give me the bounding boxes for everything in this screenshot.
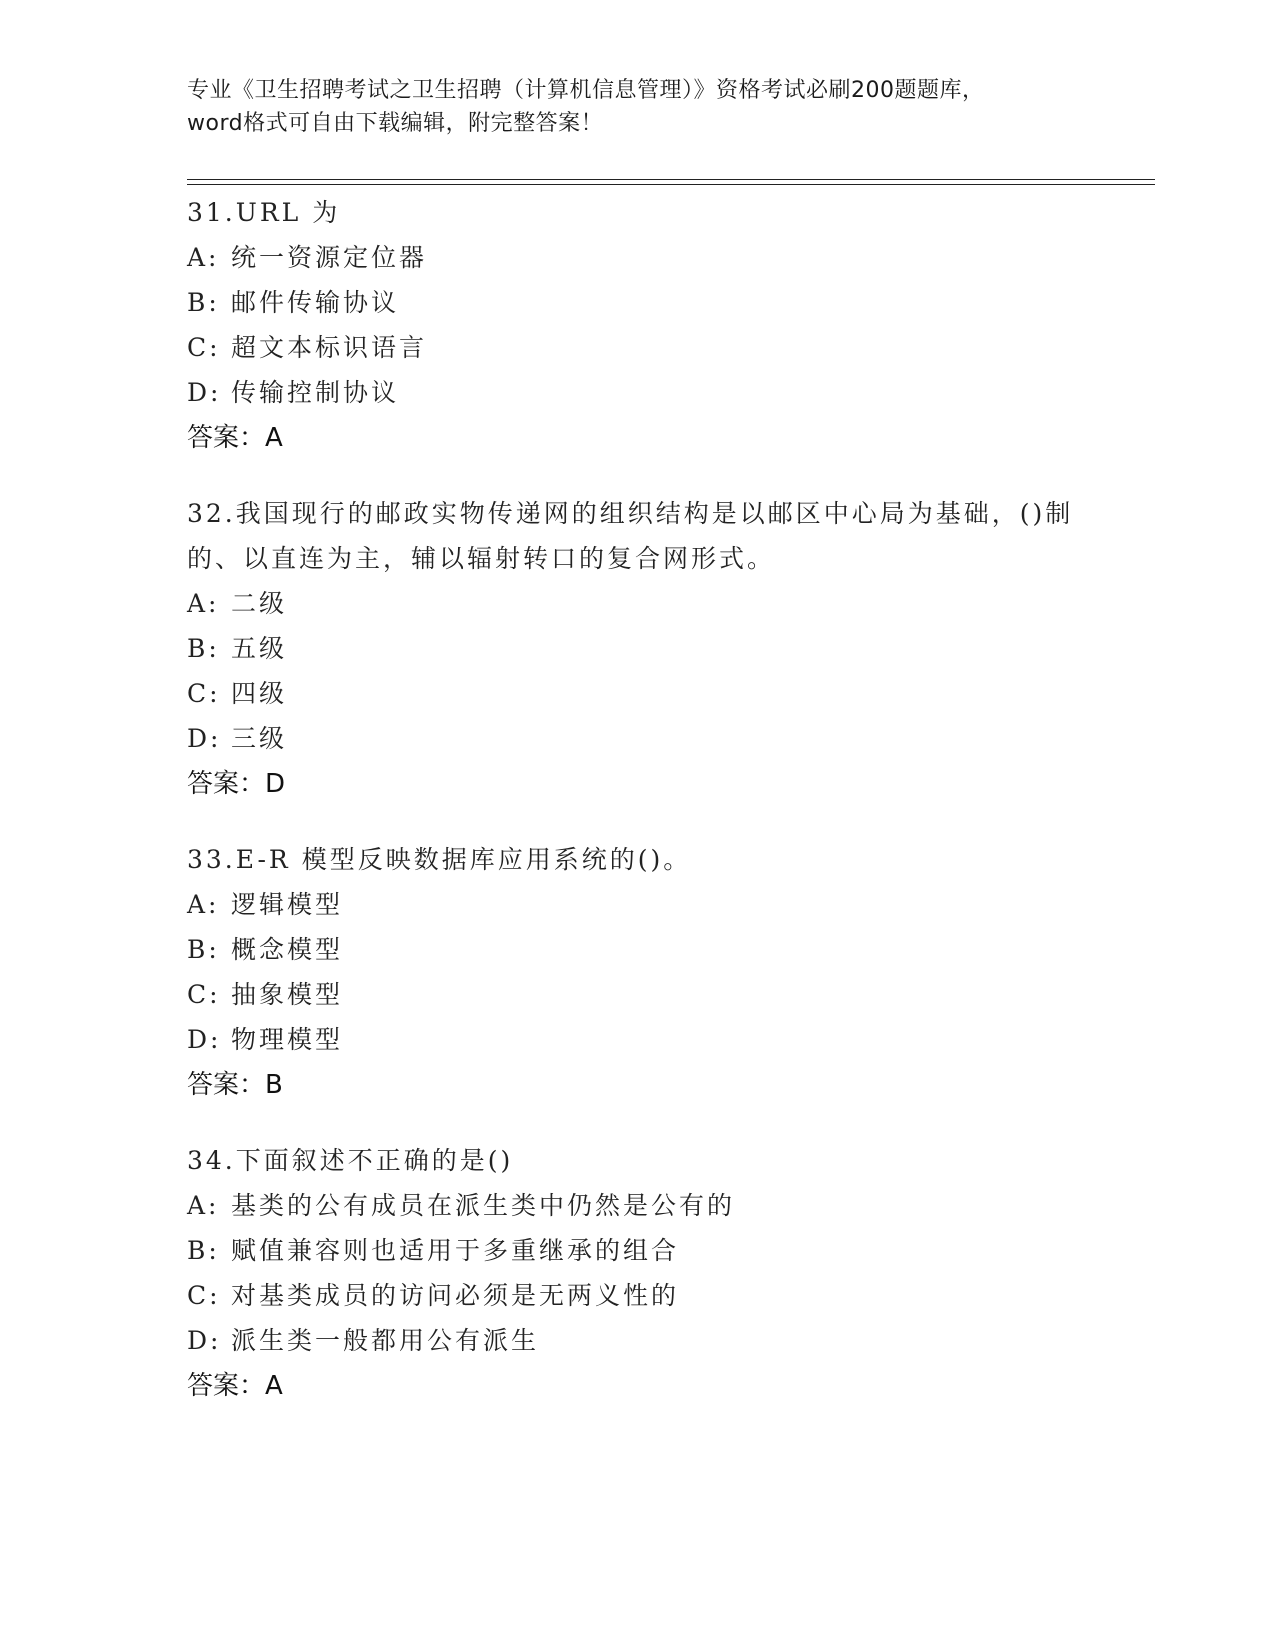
question-text bbox=[187, 190, 1107, 235]
option-b bbox=[187, 626, 1107, 671]
option-d bbox=[187, 1017, 1107, 1062]
option-text: 统一资源定位器 bbox=[231, 243, 428, 272]
question-33 bbox=[187, 837, 1107, 1108]
question-stem: 下面叙述不正确的是() bbox=[235, 1146, 514, 1175]
option-letter: B: bbox=[187, 935, 220, 964]
option-letter: A: bbox=[187, 243, 220, 272]
option-letter: B: bbox=[187, 634, 220, 663]
option-text: 抽象模型 bbox=[231, 980, 344, 1009]
header-divider-bottom bbox=[187, 184, 1155, 185]
option-letter: D: bbox=[187, 1025, 222, 1054]
question-text bbox=[187, 491, 1107, 581]
option-a bbox=[187, 1183, 1107, 1228]
option-letter: D: bbox=[187, 378, 222, 407]
answer-line: 答案：D bbox=[187, 769, 286, 799]
question-stem: URL 为 bbox=[235, 198, 341, 227]
option-letter: B: bbox=[187, 1236, 220, 1265]
option-letter: B: bbox=[187, 288, 220, 317]
option-letter: C: bbox=[187, 980, 221, 1009]
option-a bbox=[187, 882, 1107, 927]
option-d bbox=[187, 716, 1107, 761]
question-32 bbox=[187, 491, 1107, 807]
question-number: 32. bbox=[187, 499, 236, 528]
option-letter: A: bbox=[187, 890, 220, 919]
option-c bbox=[187, 671, 1107, 716]
option-text: 超文本标识语言 bbox=[231, 333, 428, 362]
option-text: 传输控制协议 bbox=[231, 378, 400, 407]
option-text: 赋值兼容则也适用于多重继承的组合 bbox=[231, 1236, 680, 1265]
option-letter: D: bbox=[187, 724, 222, 753]
question-stem: 我国现行的邮政实物传递网的组织结构是以邮区中心局为基础，()制的、以直连为主，辅以辐射转口的复合网形式。 bbox=[187, 499, 1074, 573]
header-line-2: word格式可自由下载编辑，附完整答案！ bbox=[187, 111, 604, 136]
option-text: 二级 bbox=[231, 589, 288, 618]
option-c bbox=[187, 972, 1107, 1017]
option-b bbox=[187, 1228, 1107, 1273]
option-text: 概念模型 bbox=[231, 935, 344, 964]
question-31 bbox=[187, 190, 1107, 461]
option-b bbox=[187, 927, 1107, 972]
answer-line: 答案：A bbox=[187, 423, 283, 453]
option-b bbox=[187, 280, 1107, 325]
option-text: 邮件传输协议 bbox=[231, 288, 400, 317]
option-letter: A: bbox=[187, 1191, 220, 1220]
header-line-1: 专业《卫生招聘考试之卫生招聘（计算机信息管理）》资格考试必刷200题题库， bbox=[187, 78, 985, 103]
option-d bbox=[187, 370, 1107, 415]
question-34 bbox=[187, 1138, 1107, 1409]
option-text: 对基类成员的访问必须是无两义性的 bbox=[231, 1281, 680, 1310]
option-letter: C: bbox=[187, 333, 221, 362]
option-a bbox=[187, 581, 1107, 626]
option-letter: C: bbox=[187, 1281, 221, 1310]
option-c bbox=[187, 1273, 1107, 1318]
option-text: 基类的公有成员在派生类中仍然是公有的 bbox=[231, 1191, 736, 1220]
option-text: 三级 bbox=[231, 724, 288, 753]
option-text: 派生类一般都用公有派生 bbox=[231, 1326, 540, 1355]
option-c bbox=[187, 325, 1107, 370]
option-letter: D: bbox=[187, 1326, 222, 1355]
question-text bbox=[187, 837, 1107, 882]
option-letter: A: bbox=[187, 589, 220, 618]
answer-line: 答案：B bbox=[187, 1070, 283, 1100]
option-text: 逻辑模型 bbox=[231, 890, 344, 919]
option-d bbox=[187, 1318, 1107, 1363]
header-divider-top bbox=[187, 179, 1155, 180]
answer-line: 答案：A bbox=[187, 1371, 283, 1401]
question-text bbox=[187, 1138, 1107, 1183]
question-list bbox=[187, 190, 1107, 1439]
option-text: 物理模型 bbox=[231, 1025, 344, 1054]
question-number: 31. bbox=[187, 198, 236, 227]
question-stem: E-R 模型反映数据库应用系统的()。 bbox=[235, 845, 692, 874]
question-number: 34. bbox=[187, 1146, 236, 1175]
option-text: 四级 bbox=[231, 679, 288, 708]
option-text: 五级 bbox=[231, 634, 288, 663]
option-a bbox=[187, 235, 1107, 280]
question-number: 33. bbox=[187, 845, 236, 874]
document-header bbox=[187, 74, 1087, 140]
option-letter: C: bbox=[187, 679, 221, 708]
